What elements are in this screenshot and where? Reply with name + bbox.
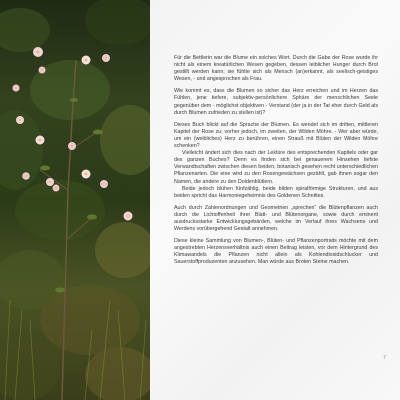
foliage-background	[0, 0, 150, 400]
body-text	[174, 55, 378, 272]
paragraph: Wie kommt es, dass die Blumen so sicher das Herz erreichen und im Herzen das Fühlen, jene tiefere, subjektiv-persönlichere Sphäre der menschlichen Seele gegenüber dem - möglichst objektiven - Verstand (der ja in der Tat eher durch Geld als durch Blumen zufrieden zu stellen ist)?	[174, 88, 378, 116]
paragraph: Diese kleine Sammlung von Blumen-, Blüten- und Pflanzenportraits möchte mit dem angestrebten Herzensverhältnis auch einen Beitrag leisten, vor dem Hintergrund des Klimawandels die Pflanzen nicht allein als Kohlendioxidschlucker und Sauerstoffproduzenten anzusehen. Man würde aus Broten Steine machen.	[174, 238, 378, 266]
page-number: 7	[383, 355, 386, 361]
text-page	[150, 0, 400, 400]
paragraph: Beide jedoch blühen fünfzählig, beide bilden spiralförmige Strukturen, und aus beiden spricht das Harmoniegeheimnis des Goldenen Schnittes.	[174, 185, 378, 199]
paragraph: Für die Bettlerin war die Blume ein solches Wort. Durch die Gabe der Rose wurde ihr nicht als einem kreatürlichen Wesen gegeben, dessen leiblicher Hunger durch Brot gestillt werden kann; sie fühlte sich als Mensch (an)erkannt, als seelisch-geistiges Wesen, - und angesprochen als Frau.	[174, 55, 378, 83]
paragraph: Dieses Buch blickt auf die Sprache der Blumen. Es wendet sich im dritten, mittleren Kapitel der Rose zu; vorher jedoch, im zweiten, der Wilden Möhre. - Wer aber würde, um ein (weibliches) Herz zu berühren, einen Strauß mit Blüten der Wilden Möhre schenken?	[174, 121, 378, 150]
paragraph: Auch durch Zahlenordnungen und Geometrien „sprechen“ die Blütenpflanzen auch durch die Lichtoffenheit ihrer Blatt- und Blütenorgane, sowie durch eminent ausdrucksstarke Entwicklungsgebärden, welche im Verlauf ihres Wachsens und Werdens vorübergehend Gestalt annehmen.	[174, 204, 378, 233]
wild-rose-photo	[0, 0, 150, 400]
wild-rose-illustration	[0, 0, 150, 400]
paragraph: Vielleicht ändert sich dies nach der Lektüre des entsprechenden Kapitels oder gar des ganzen Buches? Denn es finden sich bei genauerem Hinsehen tiefste Verwandtschaften zwischen diesen beiden, botanisch gesehen recht unterschiedlichen Pflanzenarten. Die eine wird zu den Rosengewächsen gezählt, gab ihnen sogar den Namen, die andere zu den Doldenblütlern.	[174, 150, 378, 185]
